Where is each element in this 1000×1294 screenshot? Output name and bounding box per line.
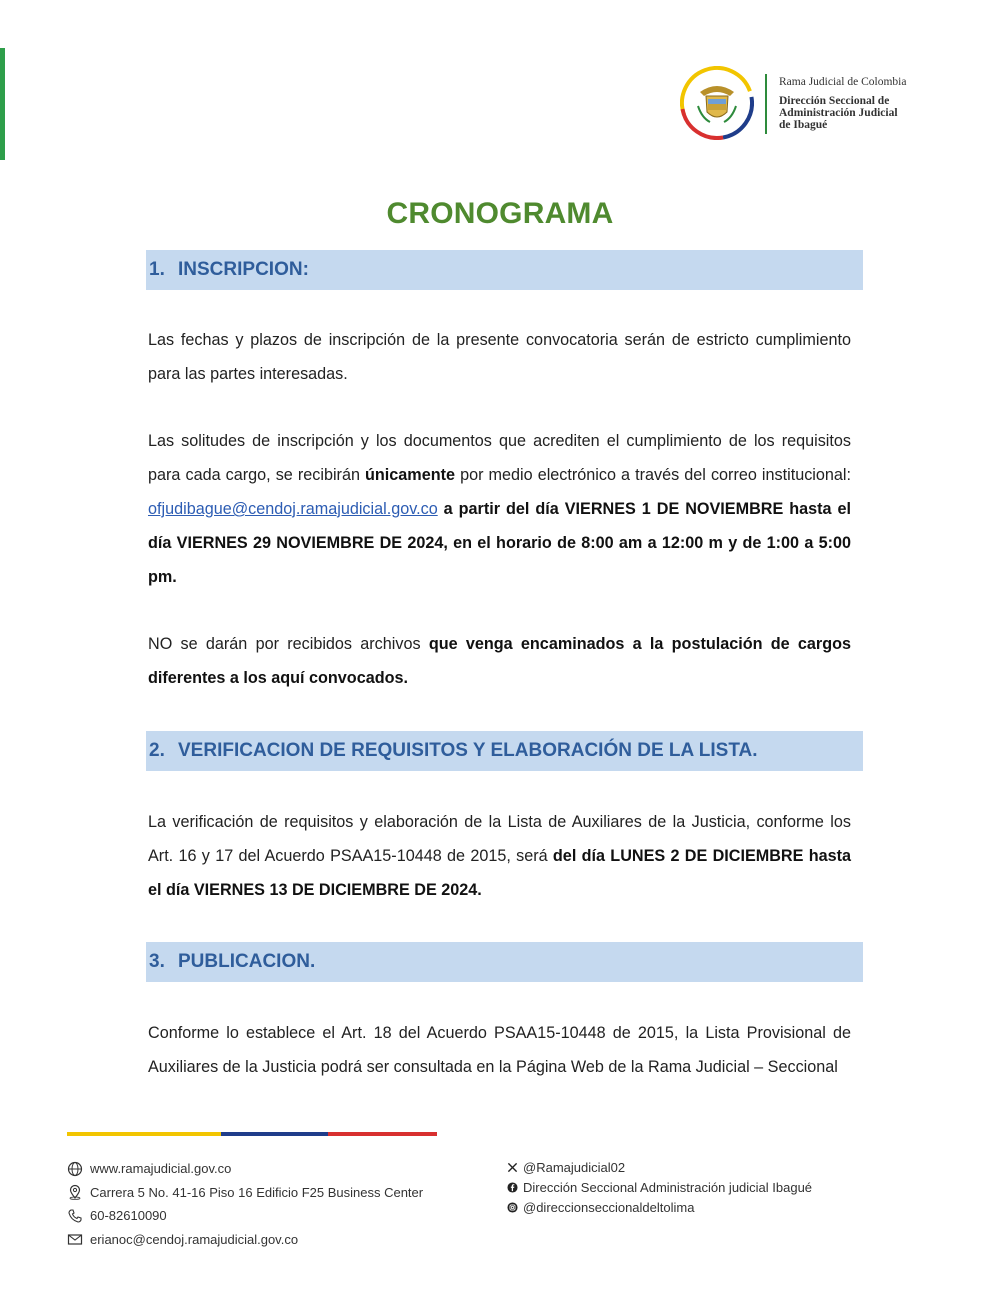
footer-email: erianoc@cendoj.ramajudicial.gov.co xyxy=(90,1231,299,1247)
colombia-seal-icon xyxy=(680,66,754,140)
footer-address: Carrera 5 No. 41-16 Piso 16 Edificio F25 Business Center xyxy=(90,1184,424,1200)
footer-address-row xyxy=(67,1181,423,1205)
org-line-1: Rama Judicial de Colombia xyxy=(779,76,907,88)
bold-segment: únicamente xyxy=(365,466,455,484)
left-accent-bar xyxy=(0,48,5,160)
footer-email-row[interactable] xyxy=(67,1228,423,1252)
section-number: 3. xyxy=(149,951,165,972)
section-header-publicacion xyxy=(146,942,863,982)
footer-instagram: @direccionseccionaldeltolima xyxy=(523,1199,695,1215)
footer-website: www.ramajudicial.gov.co xyxy=(90,1161,232,1177)
footer-facebook: Dirección Seccional Administración judicial Ibagué xyxy=(523,1179,813,1195)
section-number: 1. xyxy=(149,259,165,280)
org-line-3: Administración Judicial xyxy=(779,107,898,119)
logo-divider xyxy=(765,74,767,134)
x-twitter-icon xyxy=(507,1162,518,1173)
location-pin-icon xyxy=(67,1184,83,1200)
footer-website-row[interactable] xyxy=(67,1157,423,1181)
bold-segment: a partir del día VIERNES 1 DE NOVIEMBRE hasta el día VIERNES 29 NOVIEMBRE DE 2024, en el horario de 8:00 am a 12:00 m y de 1:00 a 5:00 pm. xyxy=(148,500,851,586)
section-number: 2. xyxy=(149,740,165,761)
footer-social xyxy=(507,1157,812,1217)
paragraph-inscripcion-1: Las fechas y plazos de inscripción de la presente convocatoria serán de estricto cumplimiento para las partes interesadas. xyxy=(148,331,851,383)
globe-icon xyxy=(67,1161,83,1177)
footer-contact xyxy=(67,1157,423,1251)
header-logo xyxy=(680,66,980,142)
footer-phone: 60-82610090 xyxy=(90,1208,167,1224)
paragraph-inscripcion-2 xyxy=(148,424,851,594)
bold-segment: que venga encaminados a la postulación de cargos diferentes a los aquí convocados. xyxy=(148,635,852,687)
footer-facebook-row[interactable] xyxy=(507,1177,812,1197)
phone-icon xyxy=(67,1208,83,1224)
flag-stripe-blue xyxy=(221,1132,328,1136)
paragraph-verificacion xyxy=(148,805,851,907)
footer-instagram-row[interactable] xyxy=(507,1197,812,1217)
facebook-icon xyxy=(507,1182,518,1193)
footer-phone-row[interactable] xyxy=(67,1204,423,1228)
instagram-icon xyxy=(507,1202,518,1213)
flag-stripe xyxy=(67,1132,437,1136)
flag-stripe-yellow xyxy=(67,1132,221,1136)
section-header-inscripcion xyxy=(146,250,863,290)
org-line-2: Dirección Seccional de xyxy=(779,95,890,107)
text-segment: por medio electrónico a través del correo institucional: xyxy=(455,466,851,484)
footer-twitter: @Ramajudicial02 xyxy=(523,1159,626,1175)
text-segment: NO se darán por recibidos archivos xyxy=(148,635,429,653)
text-segment: La verificación de requisitos y elaboración de la Lista de Auxiliares de la Justicia, conforme los Art. 16 y 17 del Acuerdo PSAA15-10448 de 2015, será xyxy=(148,813,851,865)
footer-twitter-row[interactable] xyxy=(507,1157,812,1177)
section-heading: VERIFICACION DE REQUISITOS Y ELABORACIÓN DE LA LISTA. xyxy=(178,740,758,761)
paragraph-inscripcion-3 xyxy=(148,627,851,695)
org-line-4: de Ibagué xyxy=(779,119,828,131)
section-heading: INSCRIPCION: xyxy=(178,259,309,280)
paragraph-publicacion: Conforme lo establece el Art. 18 del Acuerdo PSAA15-10448 de 2015, la Lista Provisional de Auxiliares de la Justicia podrá ser consultada en la Página Web de la Rama Judicial – Seccional xyxy=(148,1024,851,1076)
org-name xyxy=(779,76,906,131)
text-segment: Las solitudes de inscripción y los documentos que acrediten el cumplimiento de los requisitos para cada cargo, se recibirán xyxy=(148,432,851,484)
page-title: CRONOGRAMA xyxy=(386,197,614,230)
flag-stripe-red xyxy=(328,1132,437,1136)
section-heading: PUBLICACION. xyxy=(178,951,316,972)
mail-icon xyxy=(67,1231,83,1247)
email-link[interactable]: ofjudibague@cendoj.ramajudicial.gov.co xyxy=(148,500,438,518)
bold-segment: del día LUNES 2 DE DICIEMBRE hasta el día VIERNES 13 DE DICIEMBRE DE 2024. xyxy=(148,847,851,899)
section-header-verificacion xyxy=(146,731,863,771)
